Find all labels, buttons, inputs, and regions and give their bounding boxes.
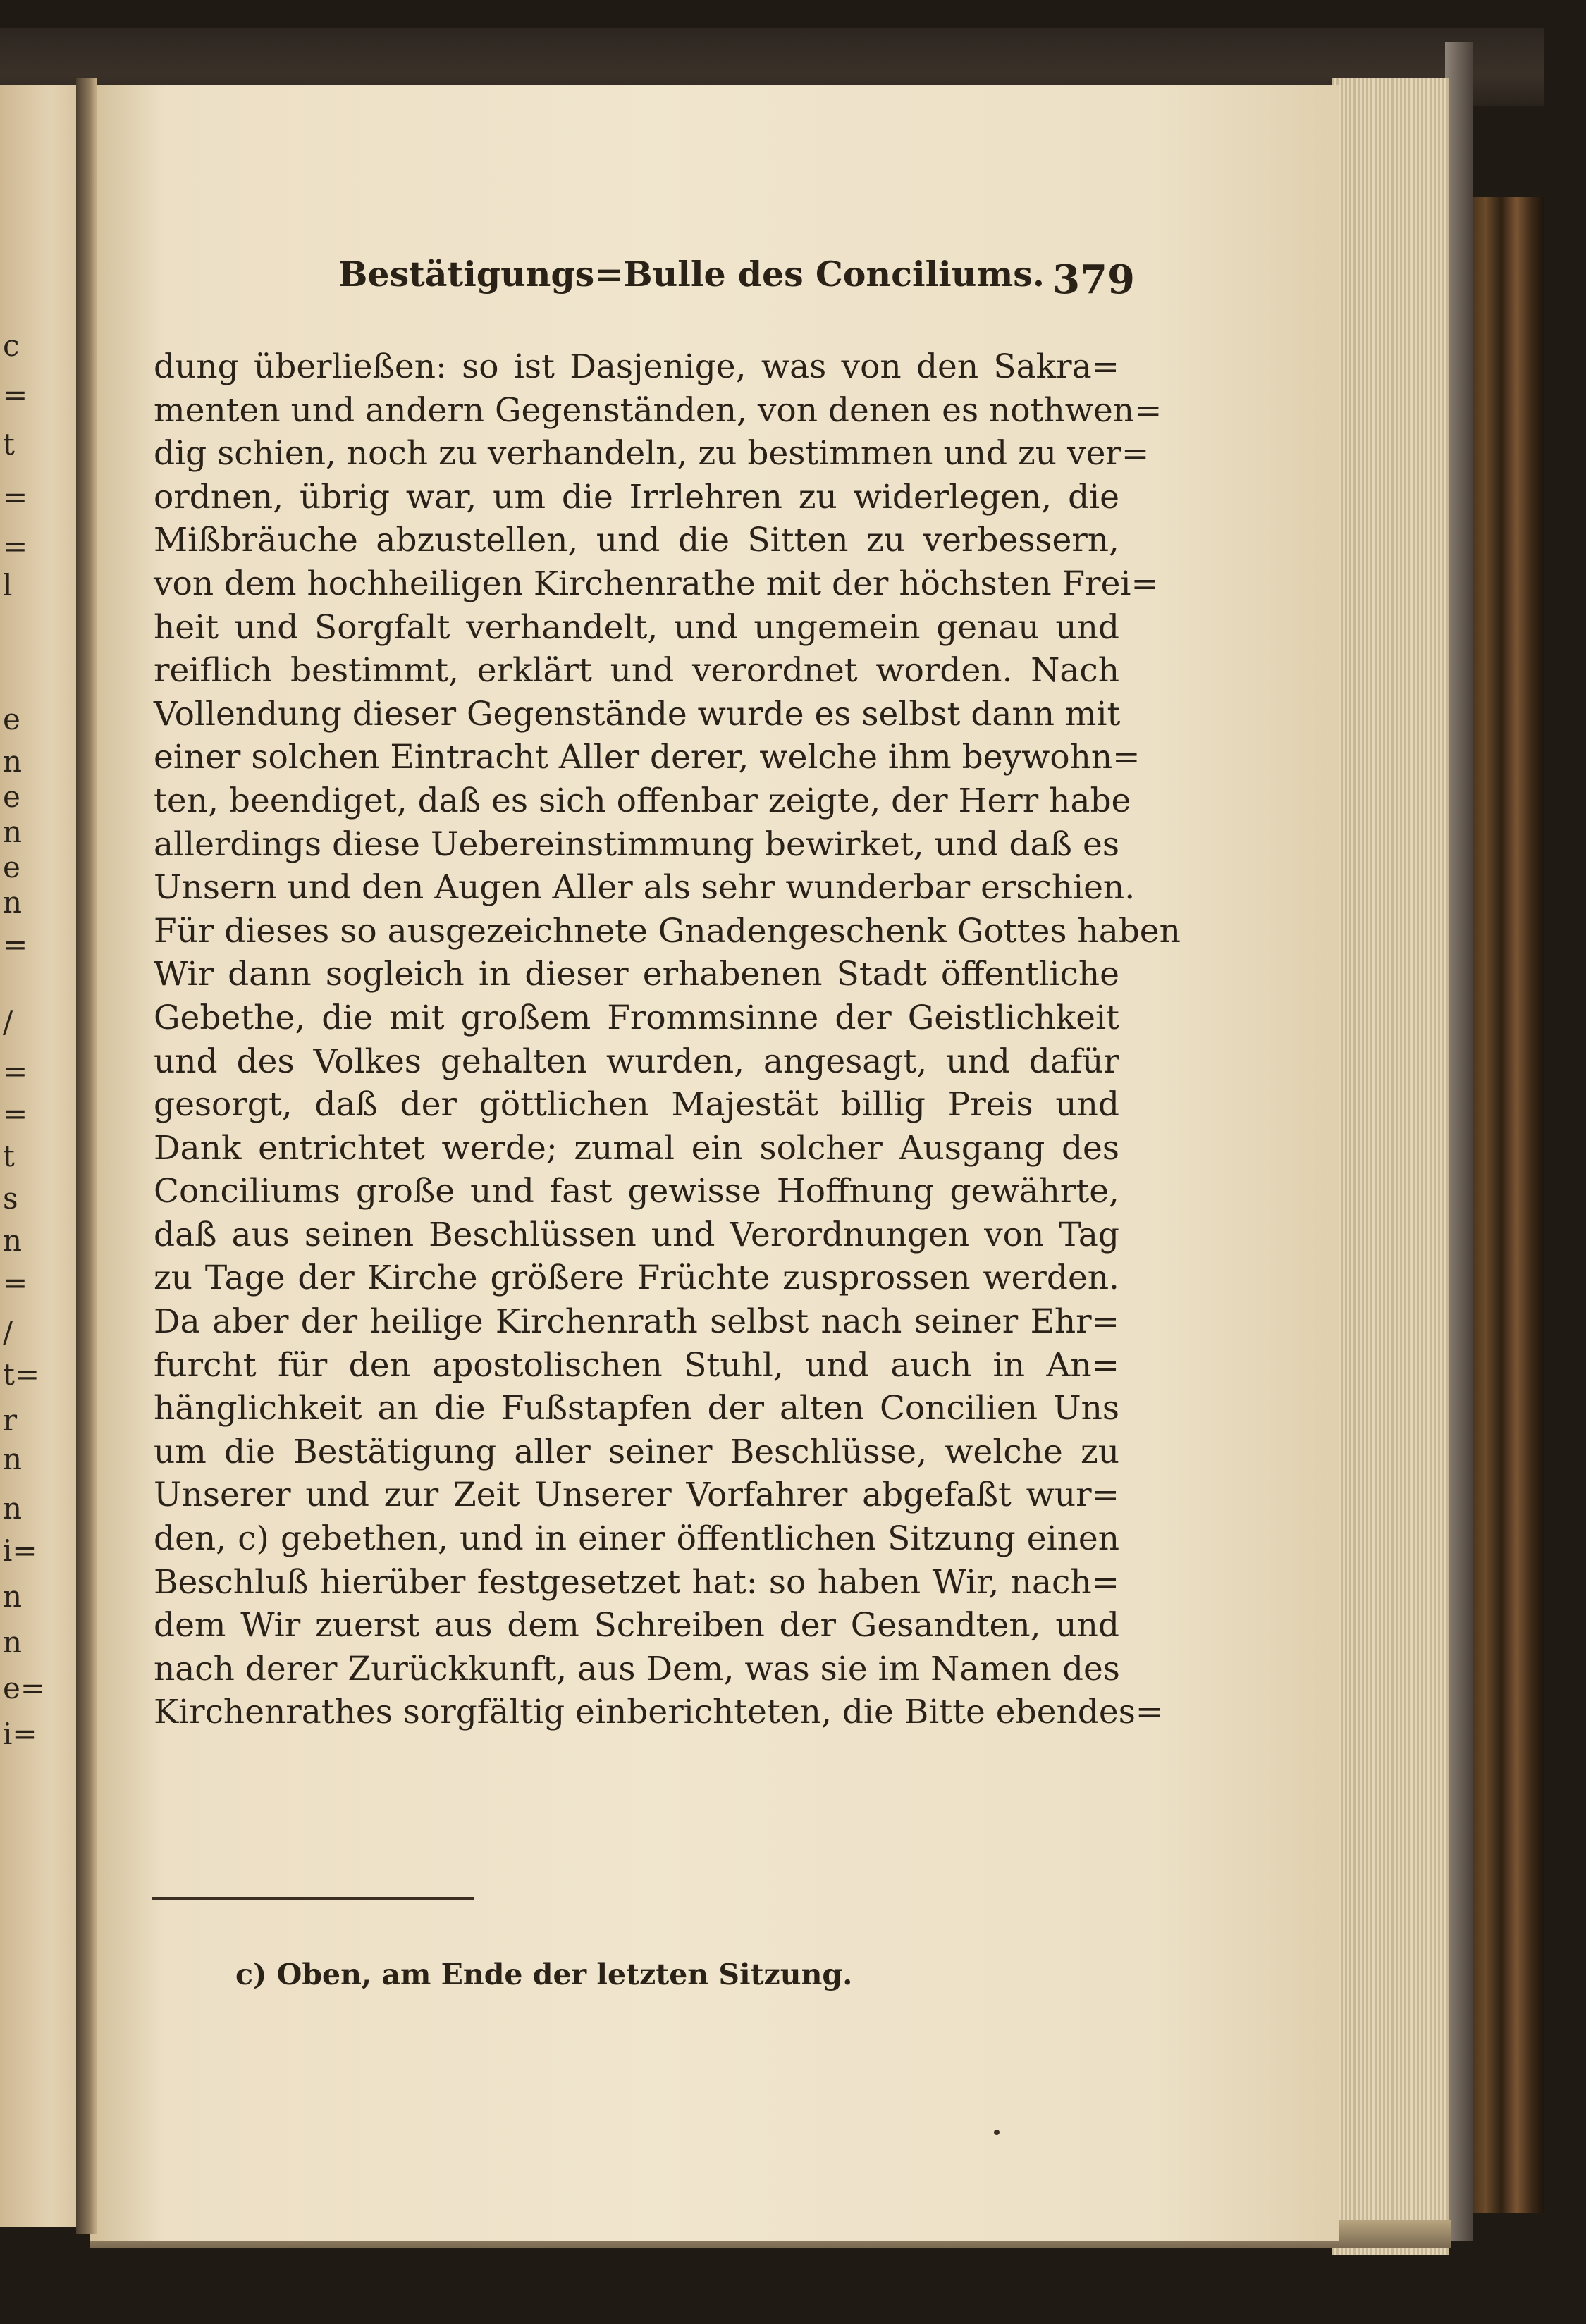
- text-line: und des Volkes gehalten wurden, angesagt, und dafür: [154, 1042, 1119, 1081]
- body-text: [154, 345, 1181, 1734]
- margin-letter: =: [3, 378, 28, 412]
- margin-letter: n: [3, 744, 23, 779]
- margin-letter: n: [3, 1579, 23, 1614]
- text-line: reiflich bestimmt, erklärt und verordnet worden. Nach: [154, 651, 1119, 691]
- margin-letter: i=: [3, 1717, 37, 1751]
- text-line: ten, beendiget, daß es sich offenbar zeigte, der Herr habe: [154, 781, 1131, 820]
- text-line: dung überließen: so ist Dasjenige, was von den Sakra=: [154, 347, 1119, 386]
- text-line: Gebethe, die mit großem Frommsinne der Geistlichkeit: [154, 998, 1119, 1037]
- cover-edge: [1445, 42, 1473, 2241]
- footnote-rule: [152, 1897, 474, 1900]
- margin-letter: /: [3, 1005, 13, 1039]
- text-line: heit und Sorgfalt verhandelt, und ungemein genau und: [154, 607, 1119, 647]
- header-title: Bestätigungs=Bulle des Conciliums.: [338, 254, 1045, 295]
- text-line: Conciliums große und fast gewisse Hoffnung gewährte,: [154, 1172, 1119, 1211]
- text-line: gesorgt, daß der göttlichen Majestät billig Preis und: [154, 1085, 1119, 1125]
- margin-letter: e: [3, 850, 20, 884]
- text-line: Mißbräuche abzustellen, und die Sitten zu verbessern,: [154, 521, 1119, 560]
- text-line: menten und andern Gegenständen, von denen es nothwen=: [154, 390, 1162, 430]
- margin-letter: l: [3, 568, 13, 602]
- ink-speck: [994, 2130, 1000, 2135]
- text-line: Wir dann sogleich in dieser erhabenen Stadt öffentliche: [154, 955, 1119, 994]
- text-line: dig schien, noch zu verhandeln, zu bestimmen und zu ver=: [154, 434, 1150, 474]
- margin-letter: n: [3, 1223, 23, 1258]
- text-line: daß aus seinen Beschlüssen und Verordnungen von Tag: [154, 1215, 1119, 1254]
- margin-letter: n: [3, 815, 23, 849]
- marbled-cover-board: [1466, 197, 1544, 2213]
- margin-letter: n: [3, 1442, 23, 1476]
- margin-letter: t=: [3, 1357, 40, 1392]
- text-line: Unserer und zur Zeit Unserer Vorfahrer abgefaßt wur=: [154, 1476, 1119, 1515]
- text-line: Kirchenrathes sorgfältig einberichteten, die Bitte ebendes=: [154, 1693, 1164, 1732]
- margin-letter: =: [3, 480, 28, 514]
- footnote: c) Oben, am Ende der letzten Sitzung.: [235, 1958, 853, 1991]
- margin-letter: t: [3, 427, 15, 462]
- text-line: furcht für den apostolischen Stuhl, und auch in An=: [154, 1345, 1119, 1385]
- margin-letter: s: [3, 1181, 18, 1216]
- margin-letter: r: [3, 1403, 18, 1438]
- left-page-margin-letters: [0, 328, 49, 1846]
- text-line: von dem hochheiligen Kirchenrathe mit der höchsten Frei=: [154, 564, 1159, 603]
- margin-letter: =: [3, 1054, 28, 1089]
- margin-letter: /: [3, 1315, 13, 1349]
- text-line: den, c) gebethen, und in einer öffentlichen Sitzung einen: [154, 1519, 1119, 1559]
- running-header: [338, 254, 1135, 310]
- text-line: einer solchen Eintracht Aller derer, welche ihm beywohn=: [154, 738, 1141, 777]
- margin-letter: =: [3, 927, 28, 962]
- text-line: Da aber der heilige Kirchenrath selbst nach seiner Ehr=: [154, 1302, 1119, 1342]
- margin-letter: =: [3, 529, 28, 564]
- text-line: Unsern und den Augen Aller als sehr wunderbar erschien.: [154, 868, 1136, 908]
- text-line: nach derer Zurückkunft, aus Dem, was sie im Namen des: [154, 1649, 1120, 1688]
- margin-letter: =: [3, 1266, 28, 1300]
- margin-letter: i=: [3, 1533, 37, 1568]
- page-block-edges: [1332, 78, 1449, 2255]
- margin-letter: c: [3, 328, 20, 363]
- text-line: ordnen, übrig war, um die Irrlehren zu widerlegen, die: [154, 477, 1119, 517]
- margin-letter: t: [3, 1139, 15, 1173]
- margin-letter: e=: [3, 1671, 46, 1705]
- text-line: allerdings diese Uebereinstimmung bewirket, und daß es: [154, 824, 1119, 864]
- margin-letter: e: [3, 702, 20, 736]
- text-line: Dank entrichtet werde; zumal ein solcher Ausgang des: [154, 1128, 1119, 1168]
- page-number: 379: [1052, 256, 1135, 303]
- margin-letter: n: [3, 1491, 23, 1526]
- text-line: zu Tage der Kirche größere Früchte zusprossen werden.: [154, 1259, 1119, 1298]
- text-line: hänglichkeit an die Fußstapfen der alten Concilien Uns: [154, 1389, 1119, 1428]
- margin-letter: e: [3, 779, 20, 814]
- text-line: Für dieses so ausgezeichnete Gnadengeschenk Gottes haben: [154, 911, 1181, 951]
- margin-letter: =: [3, 1096, 28, 1131]
- margin-letter: n: [3, 885, 23, 920]
- book-gutter: [76, 78, 97, 2234]
- text-line: dem Wir zuerst aus dem Schreiben der Gesandten, und: [154, 1606, 1119, 1645]
- text-line: Vollendung dieser Gegenstände wurde es selbst dann mit: [154, 694, 1121, 734]
- text-line: um die Bestätigung aller seiner Beschlüsse, welche zu: [154, 1432, 1119, 1471]
- text-line: Beschluß hierüber festgesetzet hat: so haben Wir, nach=: [154, 1562, 1119, 1602]
- margin-letter: n: [3, 1625, 23, 1659]
